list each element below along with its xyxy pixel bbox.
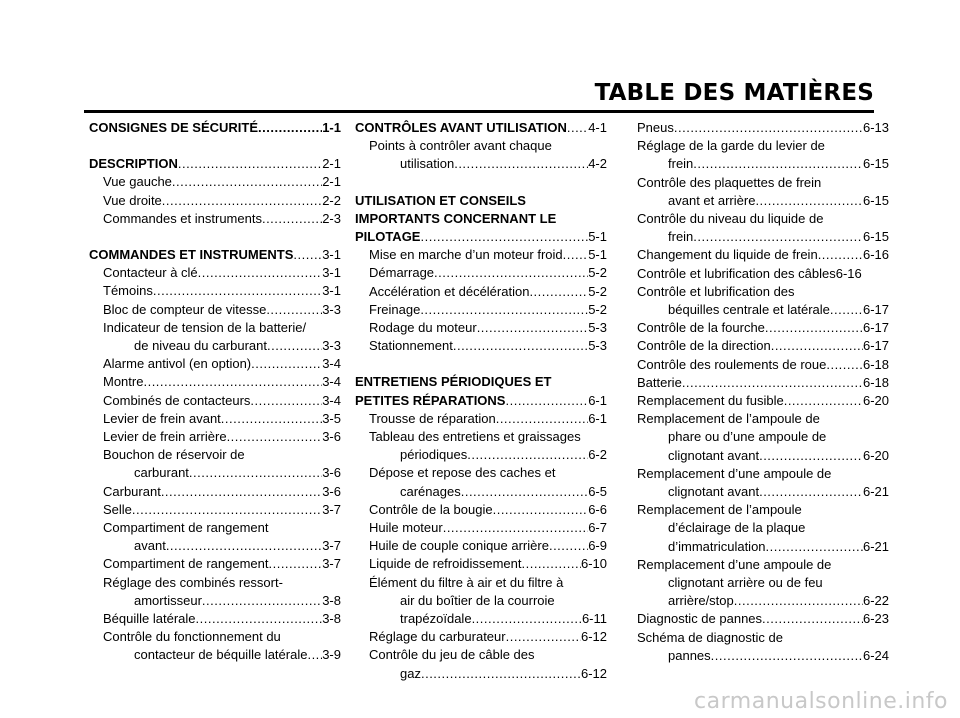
toc-entry[interactable]: Rodage du moteur ..... 5-3	[355, 319, 607, 337]
toc-entry[interactable]: Contrôle de la bougie ..... 6-6	[355, 501, 607, 519]
toc-entry[interactable]: Changement du liquide de frein ..... 6-16	[637, 246, 889, 264]
toc-entry[interactable]: Remplacement d’une ampoule de clignotant arrière ou de feu arrière/stop ..... 6-22	[637, 556, 889, 611]
toc-entry[interactable]: Carburant ..... 3-6	[89, 483, 341, 501]
toc-entry[interactable]: Diagnostic de pannes ..... 6-23	[637, 610, 889, 628]
toc-entry[interactable]: Huile de couple conique arrière ..... 6-9	[355, 537, 607, 555]
toc-entry[interactable]: Accélération et décélération ..... 5-2	[355, 283, 607, 301]
toc-entry[interactable]: Remplacement de l’ampoule d’éclairage de la plaque d’immatriculation ..... 6-21	[637, 501, 889, 556]
toc-entry[interactable]: Mise en marche d’un moteur froid ..... 5-1	[355, 246, 607, 264]
toc-entry[interactable]: COMMANDES ET INSTRUMENTS ..... 3-1	[89, 246, 341, 264]
toc-entry[interactable]: Stationnement ..... 5-3	[355, 337, 607, 355]
toc-entry[interactable]: Combinés de contacteurs ..... 3-4	[89, 392, 341, 410]
toc-entry[interactable]: Témoins ..... 3-1	[89, 282, 341, 300]
toc-entry[interactable]: Vue droite ..... 2-2	[89, 192, 341, 210]
toc-entry[interactable]: DESCRIPTION ..... 2-1	[89, 155, 341, 173]
toc-entry[interactable]: Huile moteur ..... 6-7	[355, 519, 607, 537]
toc-entry[interactable]: Indicateur de tension de la batterie/ de niveau du carburant ..... 3-3	[89, 319, 341, 355]
toc-entry[interactable]: Contrôle et lubrification des béquilles centrale et latérale ..... 6-17	[637, 283, 889, 319]
toc-entry[interactable]: Béquille latérale ..... 3-8	[89, 610, 341, 628]
toc-entry[interactable]: Compartiment de rangement avant ..... 3-7	[89, 519, 341, 555]
toc-entry[interactable]: Freinage ..... 5-2	[355, 301, 607, 319]
toc-entry[interactable]: CONSIGNES DE SÉCURITÉ ..... 1-1	[89, 119, 341, 137]
toc-entry[interactable]: Contrôle du niveau du liquide de frein ..... 6-15	[637, 210, 889, 246]
toc-entry[interactable]: Réglage de la garde du levier de frein ..... 6-15	[637, 137, 889, 173]
toc-entry[interactable]: Levier de frein arrière ..... 3-6	[89, 428, 341, 446]
toc-entry[interactable]: Élément du filtre à air et du filtre à air du boîtier de la courroie trapézoïdale ..... 6-11	[355, 574, 607, 629]
toc-entry[interactable]: Contrôle de la direction ..... 6-17	[637, 337, 889, 355]
toc-entry[interactable]: Bloc de compteur de vitesse ..... 3-3	[89, 301, 341, 319]
toc-entry[interactable]: Remplacement du fusible ..... 6-20	[637, 392, 889, 410]
toc-entry[interactable]: Contrôle des roulements de roue ..... 6-18	[637, 356, 889, 374]
toc-entry[interactable]: UTILISATION ET CONSEILS IMPORTANTS CONCERNANT LE PILOTAGE ..... 5-1	[355, 192, 607, 247]
toc-entry[interactable]: Schéma de diagnostic de pannes ..... 6-24	[637, 629, 889, 665]
toc-entry[interactable]: CONTRÔLES AVANT UTILISATION ..... 4-1	[355, 119, 607, 137]
toc-entry[interactable]: Contrôle et lubrification des câbles 6-16	[637, 265, 862, 281]
toc-entry[interactable]: Contrôle des plaquettes de frein avant et arrière ..... 6-15	[637, 174, 889, 210]
toc-entry[interactable]: Commandes et instruments ..... 2-3	[89, 210, 341, 228]
toc-entry[interactable]: ENTRETIENS PÉRIODIQUES ET PETITES RÉPARATIONS ..... 6-1	[355, 373, 607, 409]
toc-entry[interactable]: Levier de frein avant ..... 3-5	[89, 410, 341, 428]
page-title: TABLE DES MATIÈRES	[594, 80, 874, 106]
toc-entry[interactable]: Dépose et repose des caches et carénages ..... 6-5	[355, 464, 607, 500]
toc-column-1	[89, 119, 341, 665]
toc-entry[interactable]: Bouchon de réservoir de carburant ..... 3-6	[89, 446, 341, 482]
toc-entry[interactable]: Liquide de refroidissement ..... 6-10	[355, 555, 607, 573]
toc-entry[interactable]: Pneus ..... 6-13	[637, 119, 889, 137]
toc-entry[interactable]: Contrôle de la fourche ..... 6-17	[637, 319, 889, 337]
toc-entry[interactable]: Points à contrôler avant chaque utilisation ..... 4-2	[355, 137, 607, 173]
toc-entry[interactable]: Réglage du carburateur ..... 6-12	[355, 628, 607, 646]
toc-column-3	[637, 119, 889, 665]
toc-entry[interactable]: Compartiment de rangement ..... 3-7	[89, 555, 341, 573]
title-rule	[84, 110, 874, 113]
toc-column-2	[355, 119, 607, 683]
toc-entry[interactable]: Remplacement de l’ampoule de phare ou d’une ampoule de clignotant avant ..... 6-20	[637, 410, 889, 465]
watermark: carmanualsonline.info	[694, 689, 948, 714]
toc-entry[interactable]: Batterie ..... 6-18	[637, 374, 889, 392]
toc-entry[interactable]: Démarrage ..... 5-2	[355, 264, 607, 282]
toc-entry[interactable]: Montre ..... 3-4	[89, 373, 341, 391]
toc-entry[interactable]: Vue gauche ..... 2-1	[89, 173, 341, 191]
toc-entry[interactable]: Contrôle du jeu de câble des gaz ..... 6-12	[355, 646, 607, 682]
toc-entry[interactable]: Tableau des entretiens et graissages périodiques ..... 6-2	[355, 428, 607, 464]
toc-entry[interactable]: Remplacement d’une ampoule de clignotant avant ..... 6-21	[637, 465, 889, 501]
toc-entry[interactable]: Contrôle du fonctionnement du contacteur de béquille latérale ..... 3-9	[89, 628, 341, 664]
toc-entry[interactable]: Selle ..... 3-7	[89, 501, 341, 519]
toc-entry[interactable]: Réglage des combinés ressort- amortisseur ..... 3-8	[89, 574, 341, 610]
toc-entry[interactable]: Alarme antivol (en option) ..... 3-4	[89, 355, 341, 373]
toc-entry[interactable]: Trousse de réparation ..... 6-1	[355, 410, 607, 428]
toc-entry[interactable]: Contacteur à clé ..... 3-1	[89, 264, 341, 282]
